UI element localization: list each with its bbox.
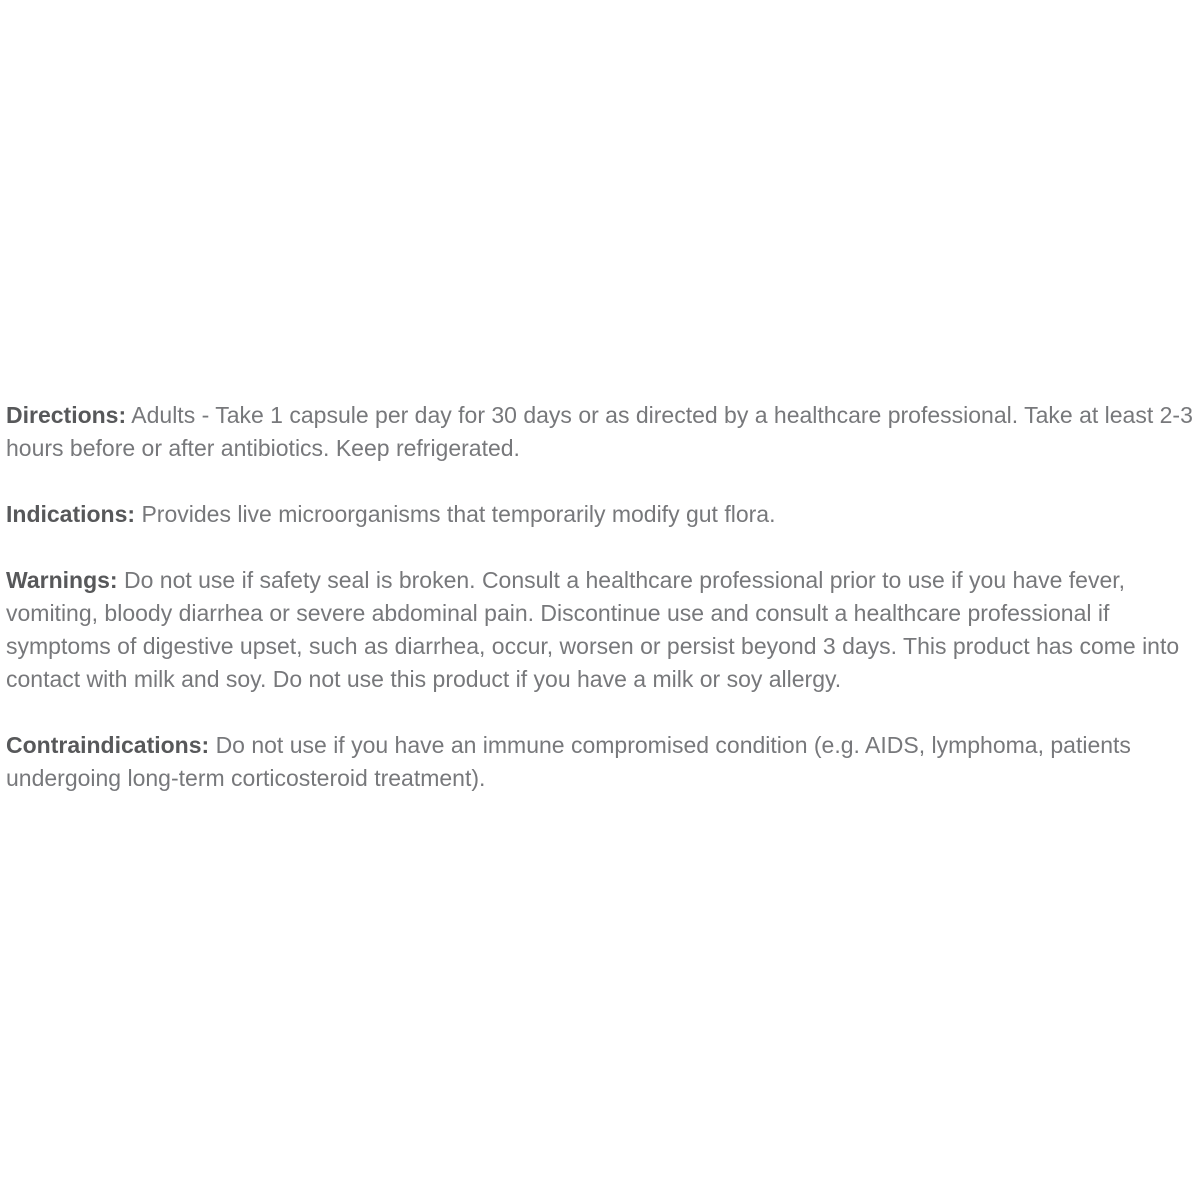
indications-text: Provides live microorganisms that temporarily modify gut flora. [141,501,776,527]
contraindications-paragraph [6,729,1194,795]
indications-paragraph [6,498,1194,531]
warnings-label: Warnings: [6,567,118,593]
indications-label: Indications: [6,501,136,527]
contraindications-label: Contraindications: [6,732,210,758]
directions-text: Adults - Take 1 capsule per day for 30 days or as directed by a healthcare professional. Take at least 2-3 hours before or after antibiotics. Keep refrigerated. [6,402,1193,461]
directions-paragraph [6,399,1194,465]
contraindications-text: Do not use if you have an immune compromised condition (e.g. AIDS, lymphoma, patients undergoing long-term corticosteroid treatment). [6,732,1131,791]
warnings-paragraph [6,564,1194,696]
warnings-text: Do not use if safety seal is broken. Consult a healthcare professional prior to use if you have fever, vomiting, bloody diarrhea or severe abdominal pain. Discontinue use and consult a healthcare professional if symptoms of digestive upset, such as diarrhea, occur, worsen or persist beyond 3 days. This product has come into contact with milk and soy. Do not use this product if you have a milk or soy allergy. [6,567,1180,692]
directions-label: Directions: [6,402,127,428]
